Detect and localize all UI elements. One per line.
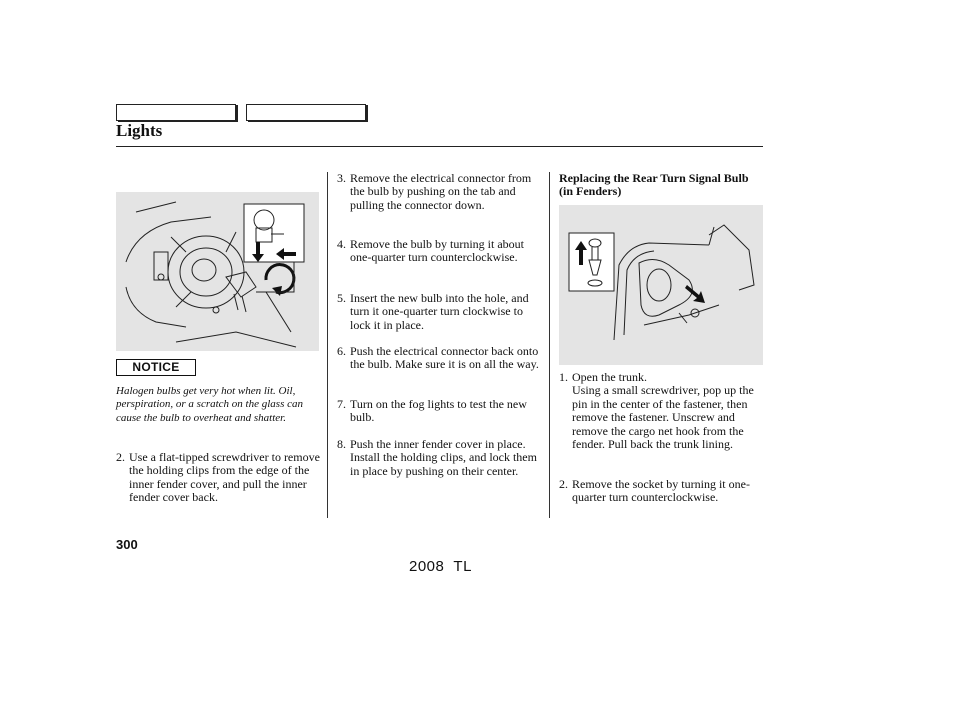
title-rule — [116, 146, 763, 147]
step-text: Insert the new bulb into the hole, and turn it one-quarter turn clockwise to lock it in place. — [350, 291, 529, 332]
step-6 — [337, 345, 541, 372]
step-8 — [337, 438, 541, 478]
subheading: Replacing the Rear Turn Signal Bulb (in Fenders) — [559, 171, 749, 198]
step-number: 3. — [337, 171, 346, 185]
step-5 — [337, 292, 541, 332]
step-number: 6. — [337, 344, 346, 358]
column-divider-2 — [549, 172, 550, 518]
step-text: Remove the electrical connector from the bulb by pushing on the tab and pulling the connector down. — [350, 171, 532, 212]
step-number: 5. — [337, 291, 346, 305]
step-text: Remove the bulb by turning it about one-quarter turn counterclockwise. — [350, 237, 524, 265]
step-text-continued: Using a small screwdriver, pop up the pin in the center of the fastener, then remove the fastener. Unscrew and remove the cargo net hook from the fender. Pull back the trunk lining. — [572, 383, 754, 452]
step-number: 1. — [559, 370, 568, 384]
rear-turn-signal-illustration — [559, 205, 763, 365]
notice-text: Halogen bulbs get very hot when lit. Oil, perspiration, or a scratch on the glass can cause the bulb to overheat and shatter. — [116, 385, 303, 424]
step-text: Open the trunk. — [572, 370, 647, 384]
nav-tab-1[interactable] — [116, 104, 236, 121]
column-divider-1 — [327, 172, 328, 518]
notice-label: NOTICE — [116, 359, 196, 376]
footer-model: 2008 TL — [409, 558, 472, 575]
step-text: Remove the socket by turning it one-quarter turn counterclockwise. — [572, 477, 750, 505]
page-number: 300 — [116, 537, 138, 552]
step-number: 7. — [337, 397, 346, 411]
step-1-right — [559, 371, 765, 451]
step-number: 2. — [559, 477, 568, 491]
step-text: Push the electrical connector back onto the bulb. Make sure it is on all the way. — [350, 344, 539, 372]
fog-light-illustration — [116, 192, 319, 351]
step-text: Use a flat-tipped screwdriver to remove the holding clips from the edge of the inner fender cover, and pull the inner fender cover back. — [129, 450, 320, 505]
section-title: Lights — [116, 121, 163, 140]
step-number: 8. — [337, 437, 346, 451]
step-4 — [337, 238, 541, 265]
step-2-right — [559, 478, 765, 505]
nav-tab-2[interactable] — [246, 104, 366, 121]
step-3 — [337, 172, 541, 212]
step-number: 2. — [116, 450, 125, 464]
step-7 — [337, 398, 541, 425]
step-text: Push the inner fender cover in place. Install the holding clips, and lock them in place by pushing on their center. — [350, 437, 537, 478]
step-text: Turn on the fog lights to test the new bulb. — [350, 397, 527, 425]
step-number: 4. — [337, 237, 346, 251]
step-2-left — [116, 451, 320, 505]
